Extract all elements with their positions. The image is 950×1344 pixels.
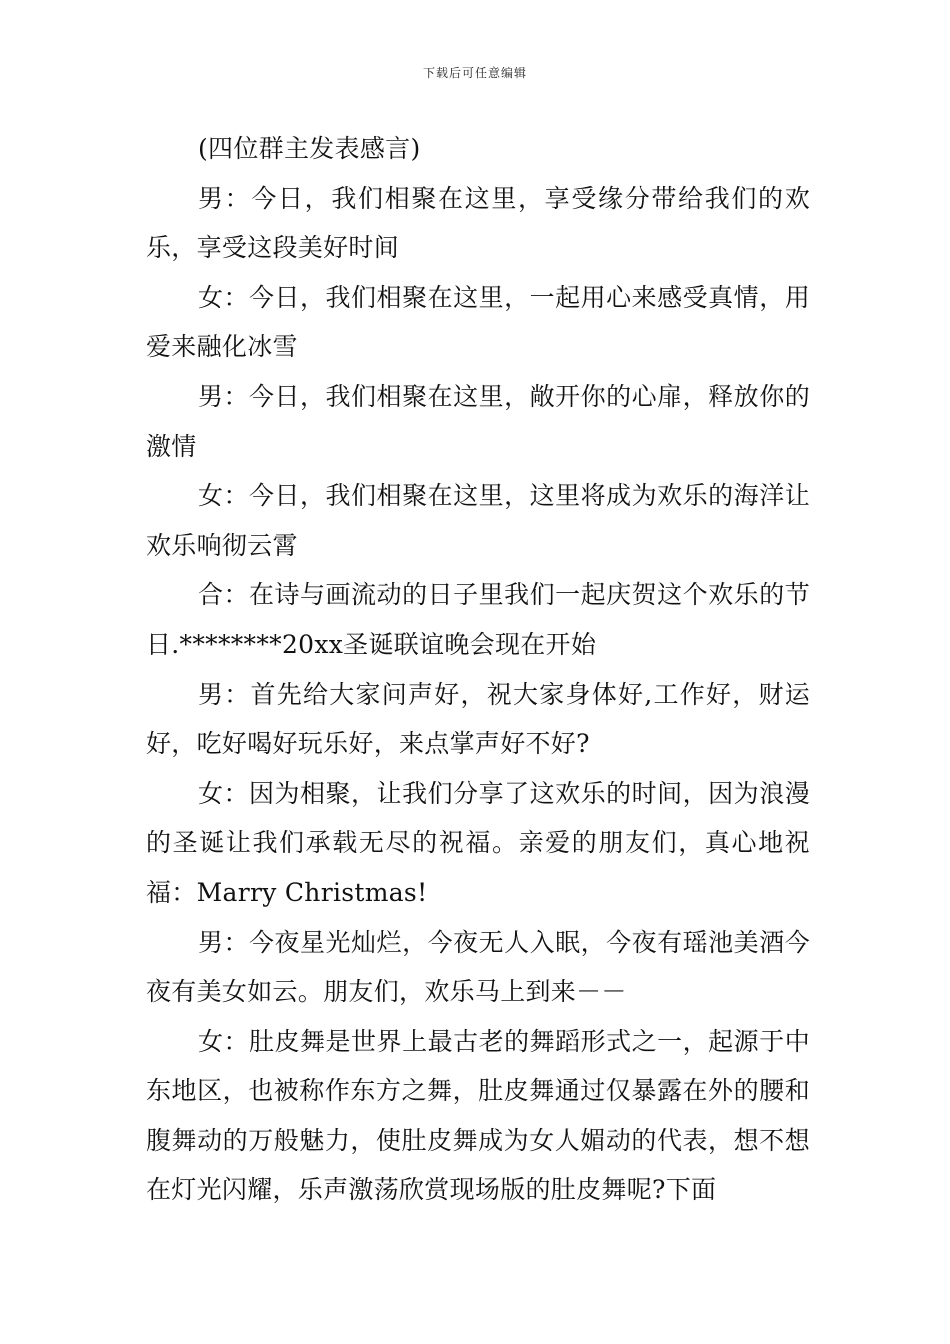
paragraph-9: 男：今夜星光灿烂，今夜无人入眠，今夜有瑶池美酒今夜有美女如云。朋友们，欢乐马上到来－－ — [146, 927, 810, 1007]
page-header: 下载后可任意编辑 — [422, 66, 527, 80]
paragraph-3: 女：今日，我们相聚在这里，一起用心来感受真情，用爱来融化冰雪 — [146, 282, 810, 362]
paragraph-1: (四位群主发表感言) — [198, 134, 421, 163]
document-body — [146, 124, 810, 1215]
paragraph-8: 女：因为相聚，让我们分享了这欢乐的时间，因为浪漫的圣诞让我们承载无尽的祝福。亲爱的朋友们，真心地祝福：Marry Christmas! — [146, 778, 810, 907]
paragraph-5: 女：今日，我们相聚在这里，这里将成为欢乐的海洋让欢乐响彻云霄 — [146, 481, 810, 560]
paragraph-4: 男：今日，我们相聚在这里，敞开你的心扉，释放你的激情 — [146, 381, 810, 461]
paragraph-10: 女：肚皮舞是世界上最古老的舞蹈形式之一，起源于中东地区，也被称作东方之舞，肚皮舞通过仅暴露在外的腰和腹舞动的万般魅力，使肚皮舞成为女人媚动的代表，想不想在灯光闪耀，乐声激荡欣赏现场版的肚皮舞呢?下面 — [146, 1026, 810, 1205]
paragraph-6: 合：在诗与画流动的日子里我们一起庆贺这个欢乐的节日.********20xx圣诞联谊晚会现在开始 — [146, 580, 810, 659]
paragraph-7: 男：首先给大家问声好，祝大家身体好,工作好，财运好，吃好喝好玩乐好，来点掌声好不好? — [146, 679, 810, 759]
paragraph-2: 男：今日，我们相聚在这里，享受缘分带给我们的欢乐，享受这段美好时间 — [146, 183, 810, 263]
